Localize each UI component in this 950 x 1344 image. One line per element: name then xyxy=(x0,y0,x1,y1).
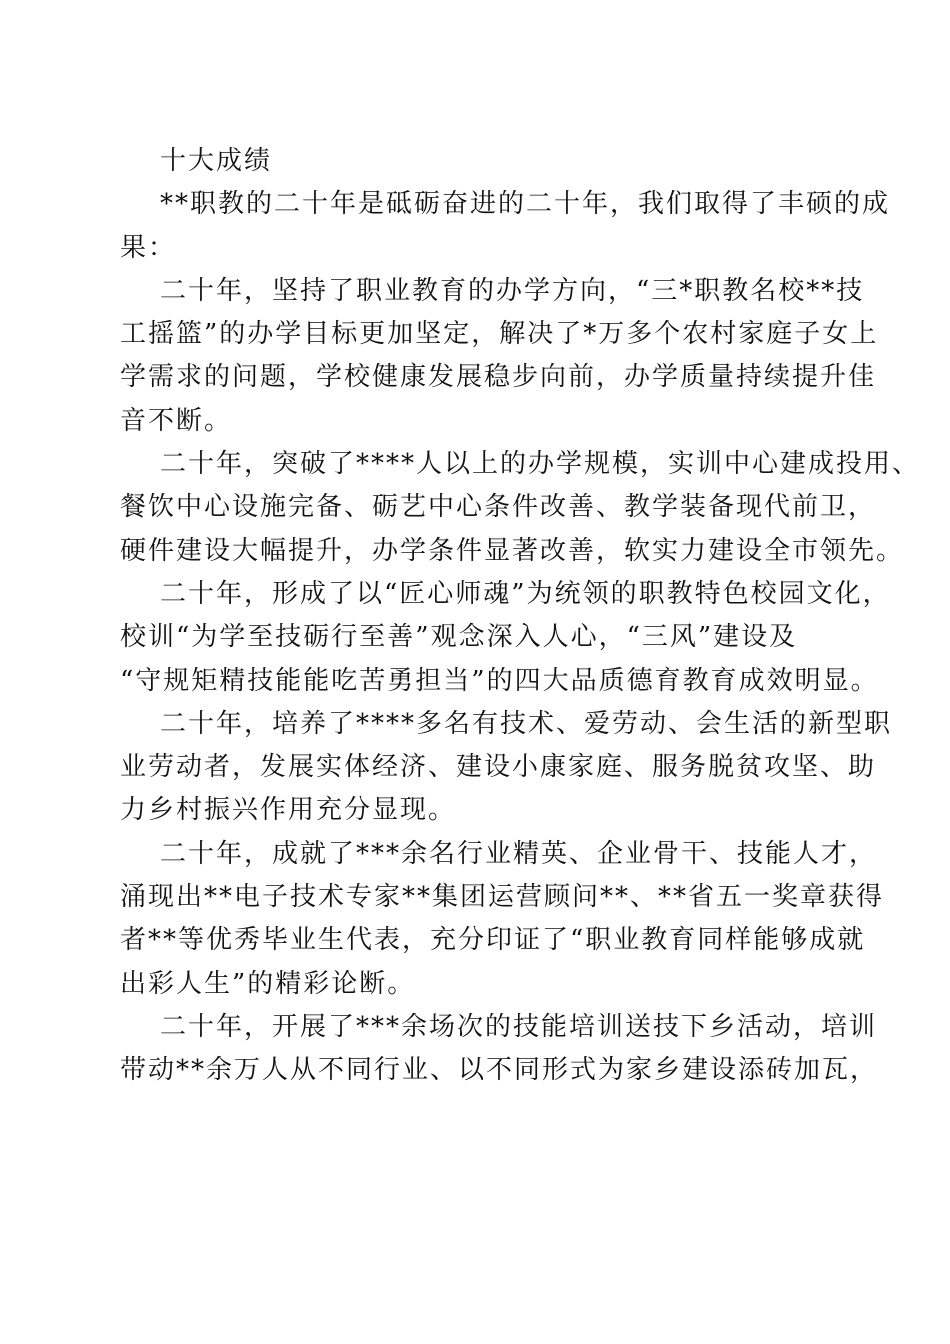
paragraph-line: 二十年，突破了****人以上的办学规模，实训中心建成投用、 xyxy=(160,449,921,480)
paragraph-line: 果： xyxy=(120,232,177,263)
paragraph-line: 出彩人生”的精彩论断。 xyxy=(120,968,416,999)
paragraph-line: “守规矩精技能能吃苦勇担当”的四大品质德育教育成效明显。 xyxy=(120,665,879,696)
paragraph-line: 二十年，形成了以“匠心师魂”为统领的职教特色校园文化， xyxy=(160,578,891,609)
paragraph-line: 工摇篮”的办学目标更加坚定，解决了*万多个农村家庭子女上 xyxy=(120,319,879,350)
document-title: 十大成绩 xyxy=(160,146,273,176)
paragraph-line: 力乡村振兴作用充分显现。 xyxy=(120,795,457,826)
paragraph-outreach xyxy=(120,1006,879,1093)
paragraph-line: 硬件建设大幅提升，办学条件显著改善，软实力建设全市领先。 xyxy=(120,535,905,566)
paragraph-training xyxy=(120,703,893,833)
paragraph-line: 音不断。 xyxy=(120,405,233,436)
paragraph-line: 业劳动者，发展实体经济、建设小康家庭、服务脱贫攻坚、助 xyxy=(120,752,877,783)
paragraph-line: 二十年，开展了***余场次的技能培训送技下乡活动，培训 xyxy=(160,1011,878,1042)
paragraph-line: 二十年，坚持了职业教育的办学方向，“三*职教名校**技 xyxy=(160,275,865,306)
document-body xyxy=(120,140,921,1093)
paragraph-line: 餐饮中心设施完备、砺艺中心条件改善、教学装备现代前卫， xyxy=(120,492,877,523)
paragraph-line: 校训“为学至技砺行至善”观念深入人心，“三风”建设及 xyxy=(120,622,798,653)
paragraph-line: 涌现出**电子技术专家**集团运营顾问**、**省五一奖章获得 xyxy=(120,882,885,913)
paragraph-line: 学需求的问题，学校健康发展稳步向前，办学质量持续提升佳 xyxy=(120,362,877,393)
paragraph-scale xyxy=(120,443,921,573)
paragraph-line: 带动**余万人从不同行业、以不同形式为家乡建设添砖加瓦， xyxy=(120,1055,879,1086)
paragraph-intro xyxy=(120,183,891,270)
paragraph-talent xyxy=(120,833,885,1006)
paragraph-line: **职教的二十年是砥砺奋进的二十年，我们取得了丰硕的成 xyxy=(160,189,891,220)
paragraph-direction xyxy=(120,270,879,443)
paragraph-line: 二十年，成就了***余名行业精英、企业骨干、技能人才， xyxy=(160,838,878,869)
paragraph-culture xyxy=(120,573,891,703)
paragraph-line: 二十年，培养了****多名有技术、爱劳动、会生活的新型职 xyxy=(160,708,893,739)
paragraph-line: 者**等优秀毕业生代表，充分印证了“职业教育同样能够成就 xyxy=(120,925,866,956)
